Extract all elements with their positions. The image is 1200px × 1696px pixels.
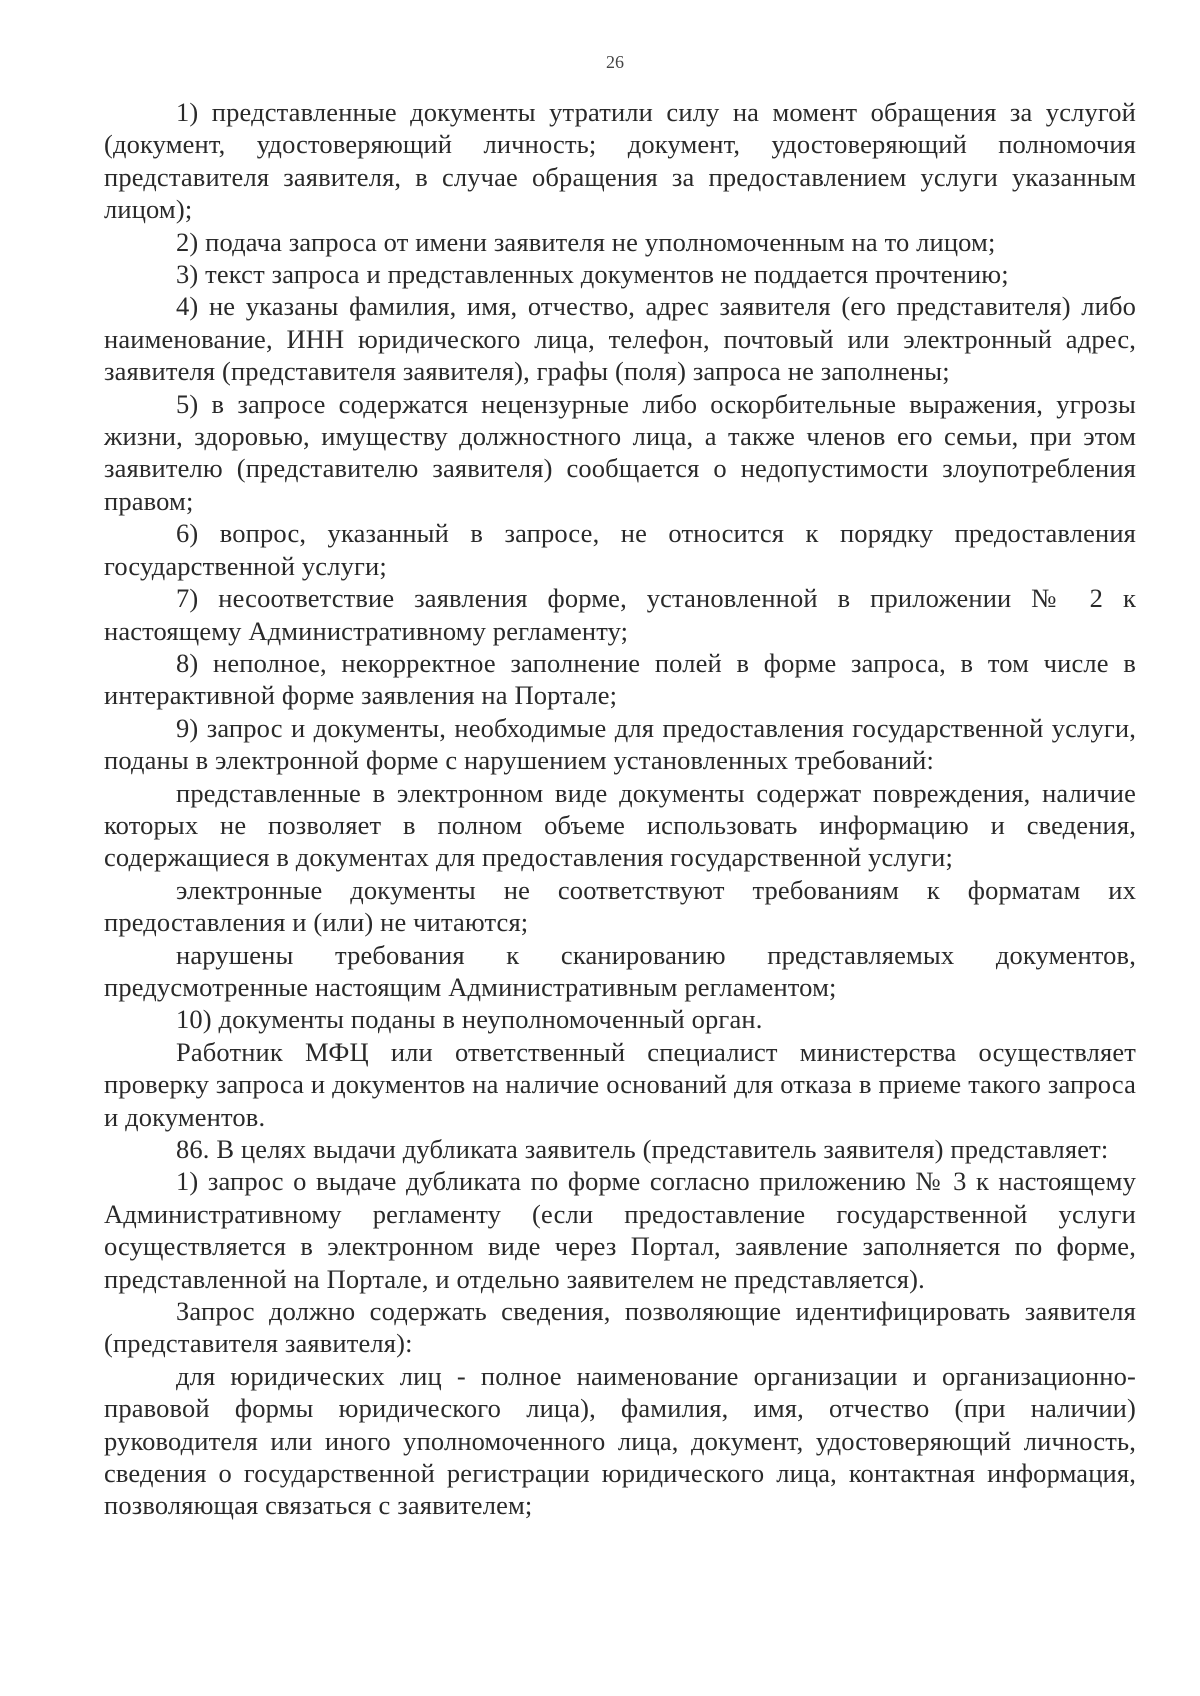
paragraph-subitem-scanning-violation: нарушены требования к сканированию представляемых документов, предусмотренные настоящим Административным регламентом; xyxy=(104,939,1136,1002)
paragraph-subitem-damaged-documents: представленные в электронном виде документы содержат повреждения, наличие которых не позволяет в полном объеме использовать информацию и сведения, содержащиеся в документах для предоставления государственной услуги; xyxy=(104,777,1136,873)
paragraph-item-7: 7) несоответствие заявления форме, установленной в приложении № 2 к настоящему Административному регламенту; xyxy=(104,583,1136,646)
paragraph-duplicate-request: 1) запрос о выдаче дубликата по форме согласно приложению № 3 к настоящему Административному регламенту (если предоставление государственной услуги осуществляется в электронном виде через Портал, заявление заполняется по форме, представленной на Портале, и отдельно заявителем не представляется). xyxy=(104,1166,1136,1294)
page-number: 26 xyxy=(606,52,624,72)
paragraph-item-3: 3) текст запроса и представленных документов не поддается прочтению; xyxy=(176,259,1009,290)
paragraph-item-5: 5) в запросе содержатся нецензурные либо оскорбительные выражения, угрозы жизни, здоровью, имуществу должностного лица, а также членов его семьи, при этом заявителю (представителю заявителя) сообщается о недопустимости злоупотребления правом; xyxy=(104,388,1136,516)
paragraph-item-4: 4) не указаны фамилия, имя, отчество, адрес заявителя (его представителя) либо наименование, ИНН юридического лица, телефон, почтовый или электронный адрес, заявителя (представителя заявителя), графы (поля) запроса не заполнены; xyxy=(104,291,1136,387)
paragraph-item-10: 10) документы поданы в неуполномоченный орган. xyxy=(176,1004,763,1035)
paragraph-item-6: 6) вопрос, указанный в запросе, не относится к порядку предоставления государственной услуги; xyxy=(104,518,1136,581)
paragraph-request-content: Запрос должно содержать сведения, позволяющие идентифицировать заявителя (представителя заявителя): xyxy=(104,1296,1136,1359)
paragraph-item-9: 9) запрос и документы, необходимые для предоставления государственной услуги, поданы в электронной форме с нарушением установленных требований: xyxy=(104,712,1136,776)
document-body xyxy=(104,96,1136,1522)
paragraph-item-2: 2) подача запроса от имени заявителя не уполномоченным на то лицом; xyxy=(176,226,996,257)
paragraph-subitem-format-mismatch: электронные документы не соответствуют требованиям к форматам их предоставления и (или) не читаются; xyxy=(104,874,1136,938)
paragraph-item-8: 8) неполное, некорректное заполнение полей в форме запроса, в том числе в интерактивной форме заявления на Портале; xyxy=(104,647,1136,711)
paragraph-mfc-check: Работник МФЦ или ответственный специалист министерства осуществляет проверку запроса и документов на наличие оснований для отказа в приеме такого запроса и документов. xyxy=(104,1036,1136,1132)
paragraph-section-86: 86. В целях выдачи дубликата заявитель (представитель заявителя) представляет: xyxy=(176,1134,1109,1164)
paragraph-item-1: 1) представленные документы утратили силу на момент обращения за услугой (документ, удостоверяющий личность; документ, удостоверяющий полномочия представителя заявителя, в случае обращения за предоставлением услуги указанным лицом); xyxy=(104,97,1136,225)
paragraph-legal-entities: для юридических лиц - полное наименование организации и организационно-правовой формы юридического лица), фамилия, имя, отчество (при наличии) руководителя или иного уполномоченного лица, документ, удостоверяющий личность, сведения о государственной регистрации юридического лица, контактная информация, позволяющая связаться с заявителем; xyxy=(104,1360,1136,1521)
